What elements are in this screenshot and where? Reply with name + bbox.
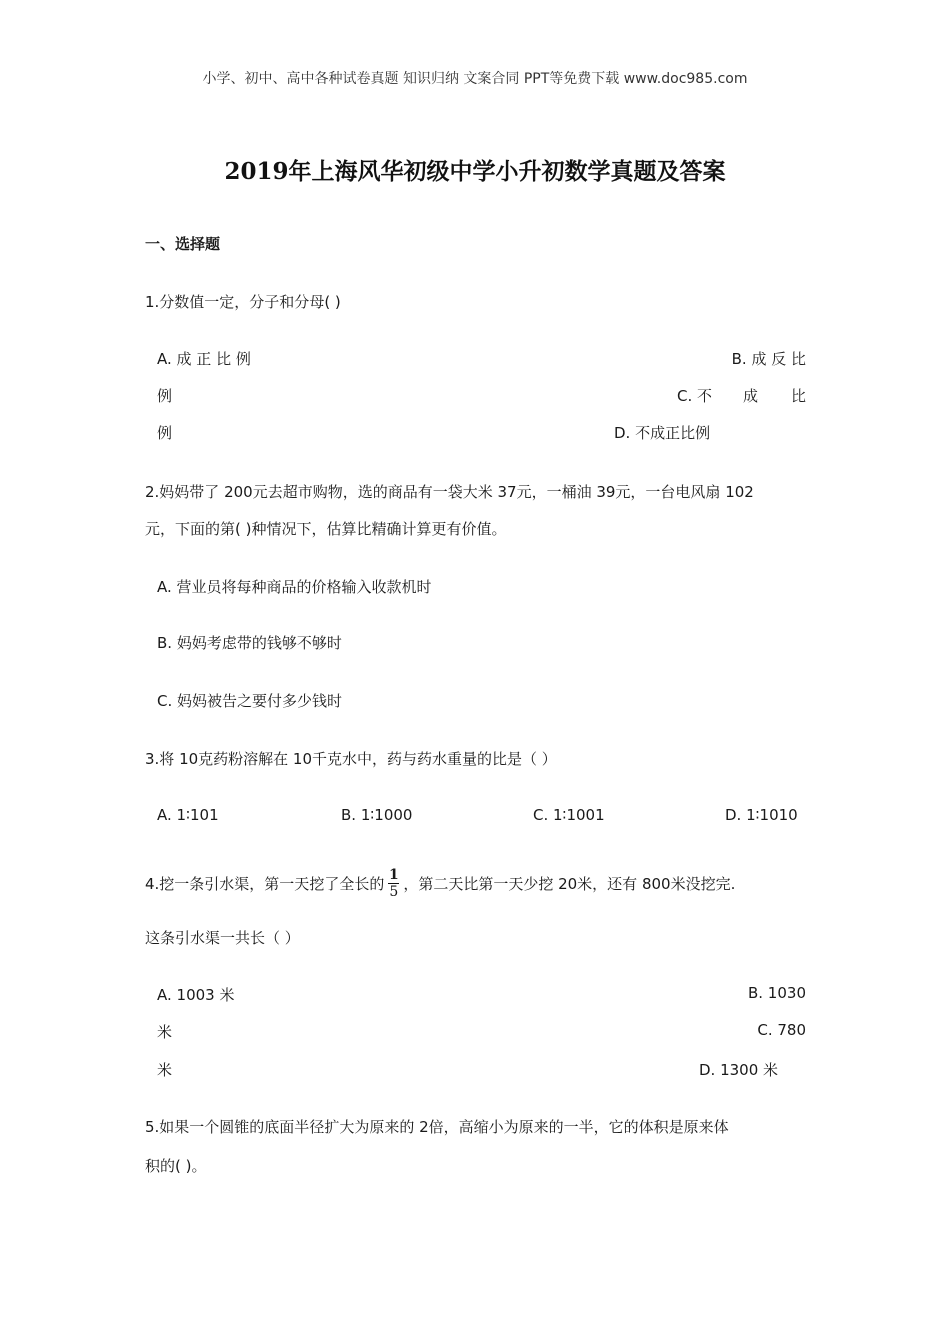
question-5-line-1: 5.如果一个圆锥的底面半径扩大为原来的 2倍，高缩小为原来的一半，它的体积是原来体 xyxy=(145,1118,729,1136)
q2-option-a: A. 营业员将每种商品的价格输入收款机时 xyxy=(157,578,432,596)
q4-option-c: C. 780 xyxy=(757,1021,806,1039)
question-2-line-1: 2.妈妈带了 200元去超市购物，选的商品有一袋大米 37元，一桶油 39元，一台电风扇 102 xyxy=(145,483,754,501)
q1-option-c: C. 不 xyxy=(677,387,713,405)
question-3-stem: 3.将 10克药粉溶解在 10千克水中，药与药水重量的比是（ ） xyxy=(145,750,557,768)
question-1-stem: 1.分数值一定，分子和分母( ) xyxy=(145,293,341,311)
q4-option-c-cont: 米 xyxy=(157,1061,173,1079)
q1-option-c-cont: 例 xyxy=(157,424,173,442)
fraction-denominator: 5 xyxy=(389,883,399,900)
question-4-line-2: 这条引水渠一共长（ ） xyxy=(145,929,300,947)
page-title: 2019年上海风华初级中学小升初数学真题及答案 xyxy=(224,158,726,185)
q3-option-b: B. 1∶1000 xyxy=(341,806,413,824)
page-header: 小学、初中、高中各种试卷真题 知识归纳 文案合同 PPT等免费下载 www.doc985.com xyxy=(202,71,748,87)
q4-option-d: D. 1300 米 xyxy=(699,1061,779,1079)
q1-option-c-end: 比 xyxy=(791,387,807,405)
q4-option-b-cont: 米 xyxy=(157,1023,173,1041)
fraction-numerator: 1 xyxy=(388,866,399,883)
q1-option-a: A. 成 正 比 例 xyxy=(157,350,251,368)
q3-option-d: D. 1∶1010 xyxy=(725,806,798,824)
question-5-line-2: 积的( )。 xyxy=(145,1157,207,1175)
q2-option-b: B. 妈妈考虑带的钱够不够时 xyxy=(157,634,342,652)
q1-option-b: B. 成 反 比 xyxy=(731,350,806,368)
question-2-line-2: 元，下面的第( )种情况下，估算比精确计算更有价值。 xyxy=(145,520,507,538)
q2-option-c: C. 妈妈被告之要付多少钱时 xyxy=(157,692,343,710)
question-4-line-1 xyxy=(145,858,735,908)
q4-stem-pre: 4.挖一条引水渠，第一天挖了全长的 xyxy=(145,874,385,893)
q1-option-b-cont: 例 xyxy=(157,387,173,405)
q4-stem-post: ，第二天比第一天少挖 20米，还有 800米没挖完. xyxy=(403,874,736,893)
section-heading: 一、选择题 xyxy=(145,235,221,253)
fraction-one-fifth xyxy=(388,868,399,899)
q1-option-d: D. 不成正比例 xyxy=(614,424,711,442)
q3-option-a: A. 1∶101 xyxy=(157,806,219,824)
q1-option-c-mid: 成 xyxy=(743,387,759,405)
q3-option-c: C. 1∶1001 xyxy=(533,806,605,824)
q4-option-b: B. 1030 xyxy=(747,984,806,1002)
q4-option-a: A. 1003 米 xyxy=(157,986,235,1004)
